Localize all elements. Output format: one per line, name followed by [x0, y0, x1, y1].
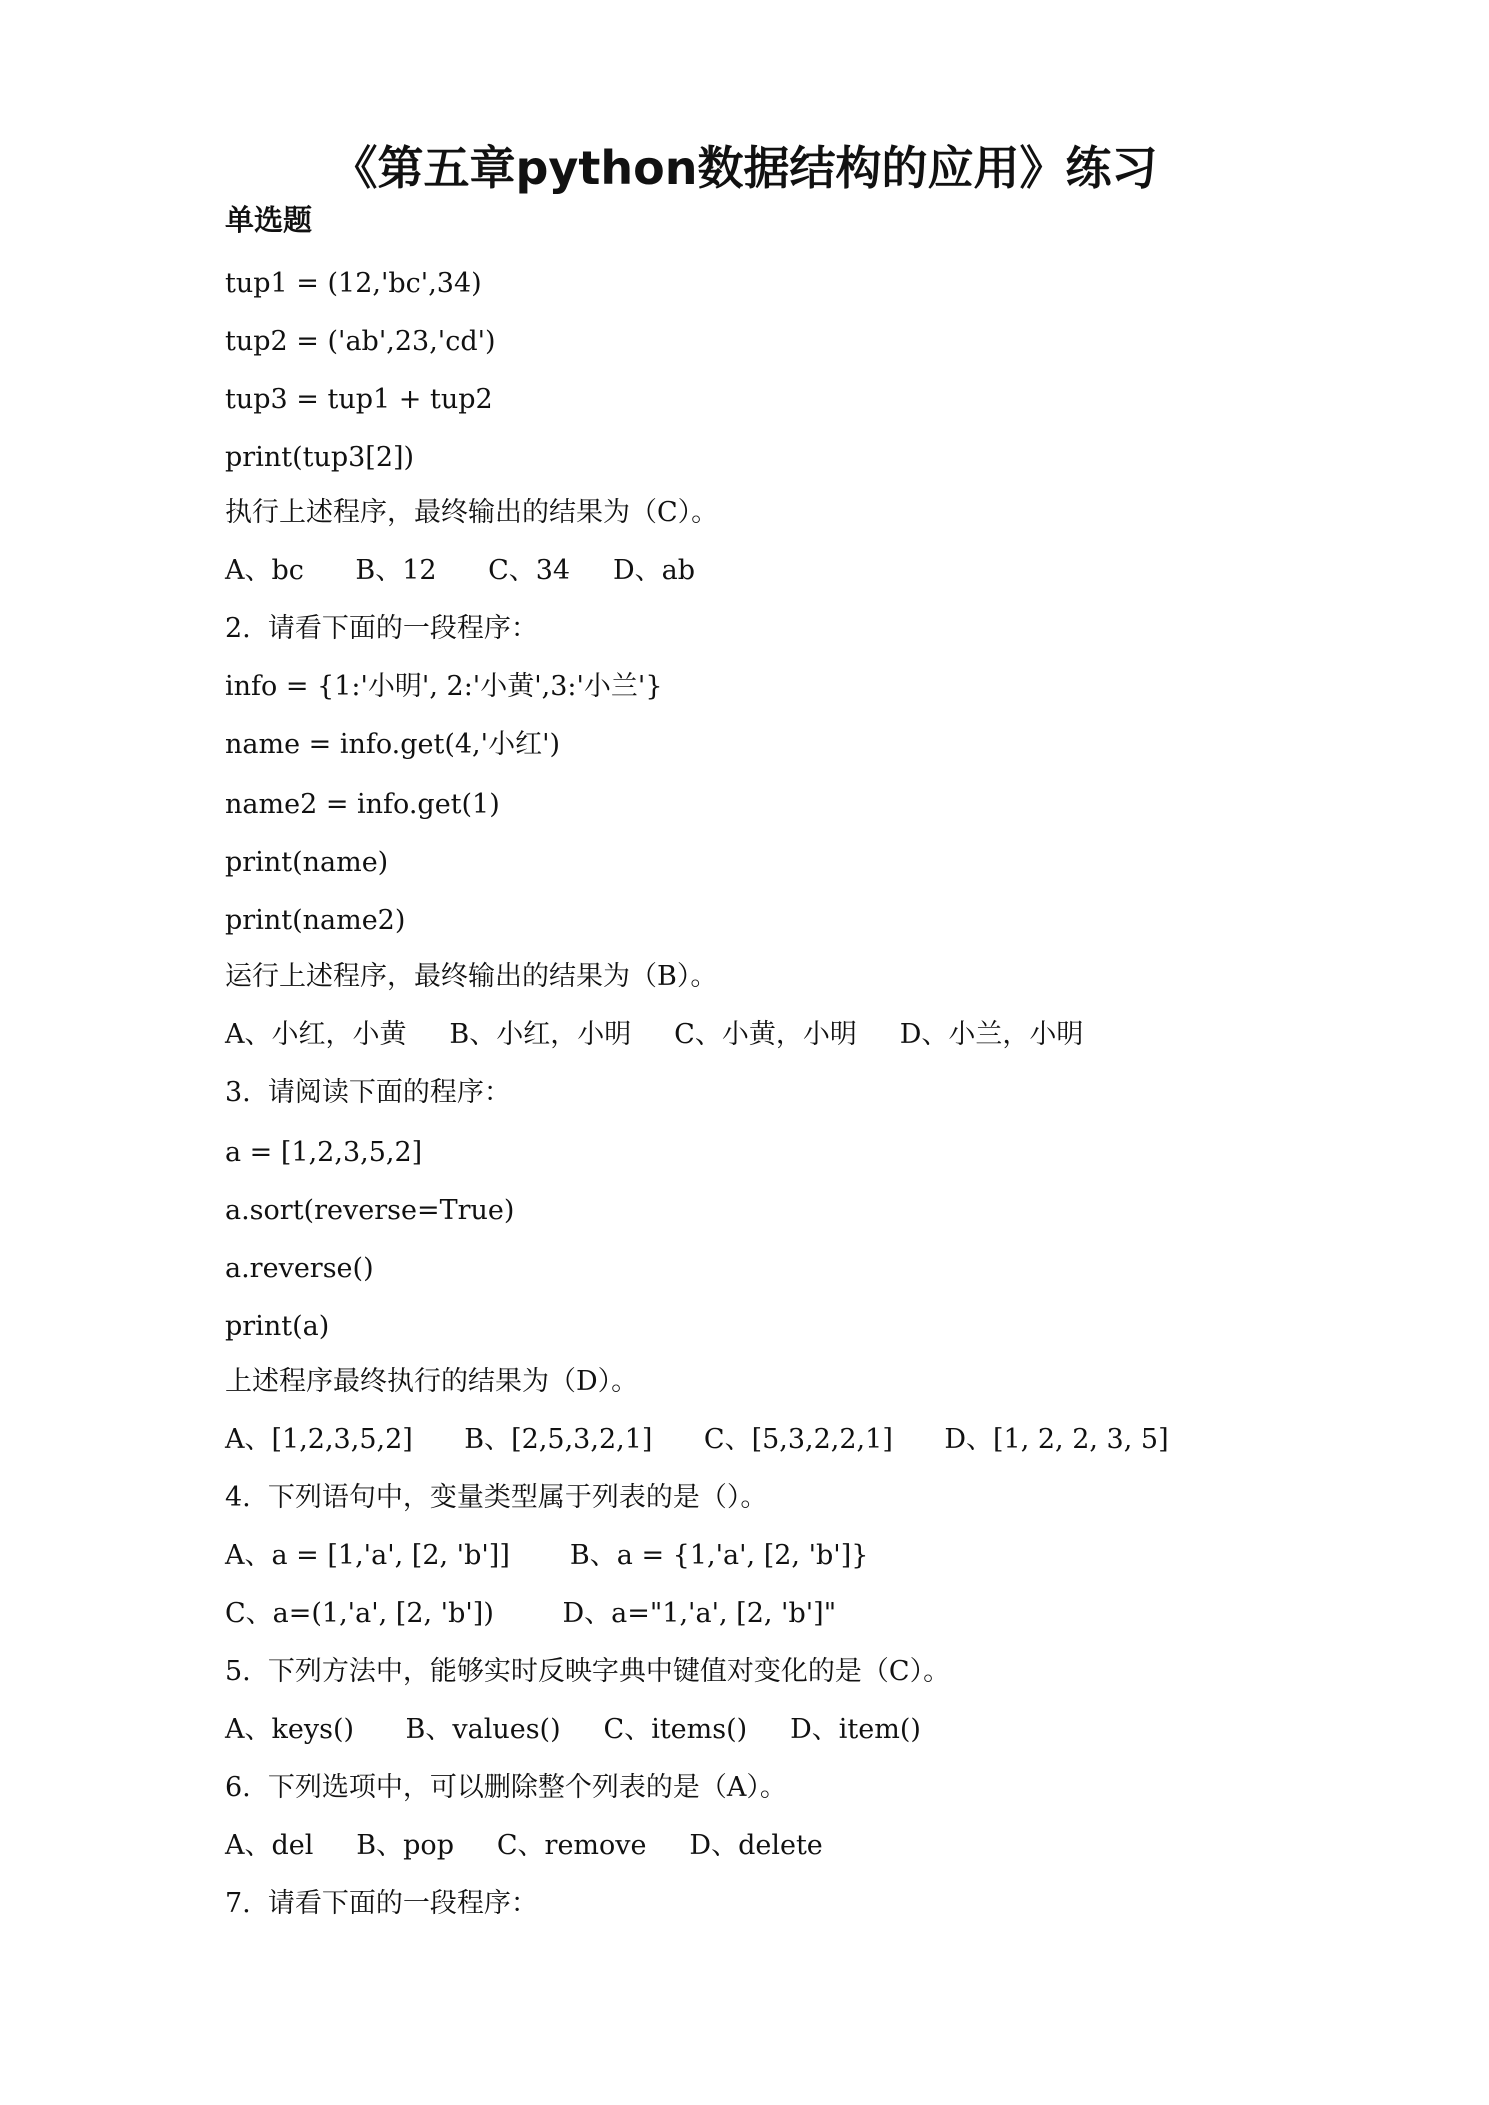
section-heading: 单选题 [225, 203, 313, 237]
answer-options: A、keys() B、values() C、items() D、item() [225, 1714, 921, 1745]
text-line: tup1 = (12,'bc',34) [225, 268, 482, 299]
answer-options: A、del B、pop C、remove D、delete [225, 1830, 823, 1861]
text-line: tup2 = ('ab',23,'cd') [225, 326, 496, 357]
question-stem: 2. 请看下面的一段程序： [225, 613, 538, 644]
answer-options: A、bc B、12 C、34 D、ab [225, 555, 696, 586]
text-line: print(a) [225, 1311, 330, 1342]
text-line: print(tup3[2]) [225, 442, 415, 473]
question-stem: 7. 请看下面的一段程序： [225, 1888, 538, 1919]
question-stem: 6. 下列选项中，可以删除整个列表的是（A）。 [225, 1772, 787, 1803]
text-line: a.reverse() [225, 1253, 374, 1284]
text-line: info = {1:'小明', 2:'小黄',3:'小兰'} [225, 671, 663, 702]
text-line: 运行上述程序，最终输出的结果为（B）。 [225, 961, 718, 992]
text-line: a.sort(reverse=True) [225, 1195, 515, 1226]
answer-options: C、a=(1,'a', [2, 'b']) D、a="1,'a', [2, 'b']" [225, 1598, 837, 1629]
answer-options: A、a = [1,'a', [2, 'b']] B、a = {1,'a', [2, 'b']} [225, 1540, 869, 1571]
question-stem: 4. 下列语句中，变量类型属于列表的是（）。 [225, 1482, 768, 1513]
text-line: 执行上述程序，最终输出的结果为（C）。 [225, 497, 719, 528]
text-line: name2 = info.get(1) [225, 789, 500, 820]
question-stem: 3. 请阅读下面的程序： [225, 1077, 511, 1108]
text-line: print(name2) [225, 905, 406, 936]
document-title: 《第五章python数据结构的应用》练习 [331, 141, 1158, 195]
text-line: name = info.get(4,'小红') [225, 729, 561, 760]
question-stem: 5. 下列方法中，能够实时反映字典中键值对变化的是（C）。 [225, 1656, 951, 1687]
answer-options: A、小红，小黄 B、小红，小明 C、小黄，小明 D、小兰，小明 [225, 1019, 1084, 1050]
text-line: 上述程序最终执行的结果为（D）。 [225, 1366, 639, 1397]
text-line: print(name) [225, 847, 389, 878]
text-line: tup3 = tup1 + tup2 [225, 384, 493, 415]
answer-options: A、[1,2,3,5,2] B、[2,5,3,2,1] C、[5,3,2,2,1] D、[1, 2, 2, 3, 5] [225, 1424, 1169, 1455]
text-line: a = [1,2,3,5,2] [225, 1137, 423, 1168]
